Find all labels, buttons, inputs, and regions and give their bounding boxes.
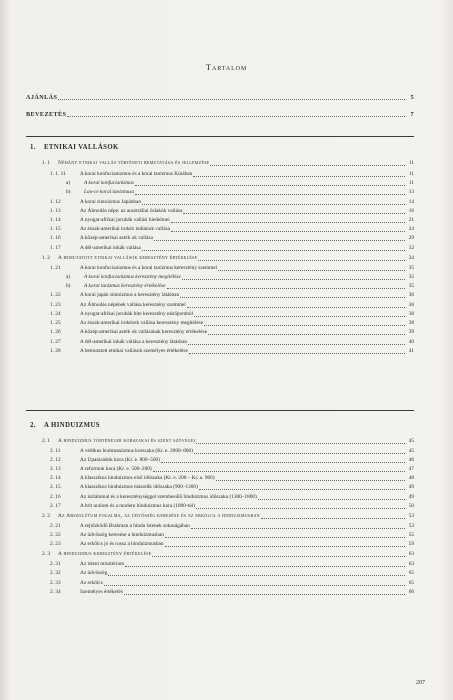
- entry-title: A brit uralom és a modern hinduizmus kora (1800-tól): [80, 503, 196, 509]
- toc-entry: [50, 329, 414, 336]
- toc-entry: [50, 494, 414, 501]
- entry-title: Lao-ce korai taoizmusa: [84, 189, 135, 195]
- entry-number: 2. 2: [42, 513, 50, 519]
- toc-entry: [50, 235, 414, 242]
- entry-page: 66: [408, 589, 414, 595]
- toc-entry: [30, 422, 414, 429]
- entry-page: 45: [408, 448, 414, 454]
- entry-page: 63: [408, 551, 414, 557]
- toc-entry: [66, 283, 414, 290]
- entry-number: 2. 12: [50, 457, 61, 463]
- entry-number: 2. 16: [50, 494, 61, 500]
- entry-title: Az Álmodás népe: az ausztráliai őslakók vallása: [80, 208, 183, 214]
- entry-page: 38: [408, 320, 414, 326]
- entry-title: Az Upanisádok kora (Kr. e. 800–500): [80, 457, 160, 463]
- entry-title: A klasszikus hinduizmus második időszaka (900–1300): [80, 484, 198, 490]
- entry-title: Az üdvösség keresése a hinduizmusban: [80, 532, 164, 538]
- entry-page: 29: [408, 235, 414, 241]
- toc-entry: [50, 541, 414, 548]
- dot-leader: [104, 581, 405, 586]
- dot-leader: [171, 227, 405, 232]
- toc-entry: [26, 94, 414, 101]
- entry-title: Az erkölcs: [80, 580, 103, 586]
- entry-number: 1. 14: [50, 217, 61, 223]
- dot-leader: [199, 485, 405, 490]
- entry-page: 36: [408, 292, 414, 298]
- entry-number: 1. 24: [50, 311, 61, 317]
- entry-title: ETNIKAI VALLÁSOK: [44, 144, 119, 151]
- toc-entry: [50, 532, 414, 539]
- toc-entry: [42, 438, 414, 445]
- dot-leader: [216, 476, 405, 481]
- toc-entry: [50, 466, 414, 473]
- toc-entry: [50, 265, 414, 272]
- entry-title: A rejtőzködő Brahman a hindu istenek sokaságában: [80, 523, 190, 529]
- entry-number: 2. 23: [50, 541, 61, 547]
- dot-leader: [196, 504, 405, 509]
- entry-title: Az isteni misztérium: [80, 561, 125, 567]
- entry-page: 21: [408, 217, 414, 223]
- toc-entry: [50, 561, 414, 568]
- entry-page: 35: [408, 265, 414, 271]
- toc-entry: [50, 580, 414, 587]
- entry-title: A bemutatott etnikai vallások keresztény értékelése: [58, 255, 198, 261]
- dot-leader: [208, 330, 405, 335]
- entry-title: A nyugat-afrikai jorubák hite keresztény nézőpontból: [80, 311, 194, 317]
- entry-number: 1. 27: [50, 339, 61, 345]
- entry-number: 2. 33: [50, 580, 61, 586]
- dot-leader: [124, 590, 405, 595]
- toc-entry: [50, 199, 414, 206]
- entry-page: 41: [408, 348, 414, 354]
- entry-title: Néhány etnikai vallás történeti bemutatása és jellemzése: [58, 160, 210, 166]
- entry-number: b): [66, 283, 71, 289]
- entry-page: 48: [408, 475, 414, 481]
- entry-number: 1. 16: [50, 235, 61, 241]
- entry-title: A hinduizmus keresztény értékelése: [58, 551, 152, 557]
- entry-title: A korai sintoizmus Japánban: [80, 199, 142, 205]
- toc-entry: [50, 217, 414, 224]
- entry-number: 1. 23: [50, 302, 61, 308]
- entry-page: 34: [408, 255, 414, 261]
- entry-title: A HINDUIZMUS: [44, 422, 100, 429]
- entry-number: 1. 15: [50, 226, 61, 232]
- dot-leader: [189, 349, 405, 354]
- toc-entry: [50, 448, 414, 455]
- entry-title: A korai konfucianizmus és a korai taoizmus keresztény szemmel: [80, 265, 218, 271]
- entry-number: 2. 11: [50, 448, 61, 454]
- entry-title: A dél-amerikai inkák vallása a keresztény látásban: [80, 339, 188, 345]
- entry-number: 1. 12: [50, 199, 61, 205]
- dot-leader: [58, 95, 405, 100]
- entry-title: A korai konfucianizmus: [84, 180, 134, 186]
- toc-entry: [42, 160, 414, 167]
- entry-page: 55: [408, 532, 414, 538]
- toc-entry: [50, 523, 414, 530]
- entry-page: 45: [408, 438, 414, 444]
- dot-leader: [152, 552, 405, 557]
- entry-page: 11: [408, 180, 414, 186]
- entry-number: 1. 22: [50, 292, 61, 298]
- entry-number: 1. 2: [42, 255, 50, 261]
- dot-leader: [261, 514, 405, 519]
- dot-leader: [161, 458, 405, 463]
- entry-title: A közép-amerikai azték ok vallása: [80, 235, 153, 241]
- entry-number: 2.: [30, 422, 36, 429]
- toc-entry: [50, 484, 414, 491]
- dot-leader: [135, 181, 405, 186]
- entry-page: 16: [408, 208, 414, 214]
- entry-page: 47: [408, 466, 414, 472]
- entry-number: 2. 32: [50, 570, 61, 576]
- dot-leader: [167, 284, 406, 289]
- entry-number: 2. 34: [50, 589, 61, 595]
- entry-title: A dél-amerikai inkák vallása: [80, 245, 141, 251]
- toc-entry: [26, 111, 414, 118]
- entry-number: 1. 25: [50, 320, 61, 326]
- entry-title: Az üdvösség: [80, 570, 108, 576]
- entry-page: 38: [408, 311, 414, 317]
- entry-page: 24: [408, 226, 414, 232]
- dot-leader: [171, 218, 405, 223]
- section-rule: [26, 410, 414, 411]
- entry-title: A korai konfucianizmus keresztény megítélése: [84, 274, 181, 280]
- entry-number: a): [66, 274, 71, 280]
- entry-title: A védikus brahmanizmus korszaka (Kr. e. 2000–800): [80, 448, 193, 454]
- entry-page: 65: [408, 570, 414, 576]
- entry-page: 40: [408, 339, 414, 345]
- dot-leader: [108, 571, 405, 576]
- entry-number: 1. 1. 11: [50, 171, 66, 177]
- entry-page: 14: [408, 199, 414, 205]
- toc-entry: [50, 589, 414, 596]
- dot-leader: [218, 266, 405, 271]
- entry-number: 1.: [30, 144, 36, 151]
- entry-page: 7: [410, 111, 414, 118]
- toc-entry: [50, 302, 414, 309]
- entry-title: Személyes értékelés: [80, 589, 123, 595]
- dot-leader: [183, 209, 405, 214]
- entry-page: 46: [408, 457, 414, 463]
- entry-page: 65: [408, 580, 414, 586]
- entry-page: 11: [408, 160, 414, 166]
- entry-title: Az iszlámmal és a kereszténységgel szembesülő hinduizmus időszaka (1300–1800): [80, 494, 257, 500]
- dot-leader: [187, 303, 405, 308]
- entry-number: 1. 13: [50, 208, 61, 214]
- entry-page: 53: [408, 513, 414, 519]
- entry-title: BEVEZETÉS: [26, 111, 67, 118]
- toc-entry: [50, 226, 414, 233]
- entry-page: 36: [408, 302, 414, 308]
- dot-leader: [142, 246, 405, 251]
- dot-leader: [188, 340, 405, 345]
- toc-entry: [50, 320, 414, 327]
- entry-title: A klasszikus hinduizmus első időszaka (Kr. e. 200 – Kr. u. 900): [80, 475, 215, 481]
- toc-entry: [50, 171, 414, 178]
- toc-entry: [50, 339, 414, 346]
- dot-leader: [191, 524, 405, 529]
- toc-entry: [50, 348, 414, 355]
- toc-entry: [66, 189, 414, 196]
- toc-entry: [42, 551, 414, 558]
- entry-title: A közép-amerikai azték ok vallásának keresztény értékelése: [80, 329, 208, 335]
- dot-leader: [193, 172, 405, 177]
- entry-number: 2. 31: [50, 561, 61, 567]
- dot-leader: [165, 533, 405, 538]
- entry-number: 1. 21: [50, 265, 61, 271]
- dot-leader: [125, 562, 405, 567]
- dot-leader: [142, 200, 405, 205]
- dot-leader: [180, 293, 405, 298]
- toc-entry: [42, 513, 414, 520]
- entry-title: A hinduizmus történelmi korszakai és szent szövegei: [58, 438, 196, 444]
- toc-entry: [50, 457, 414, 464]
- entry-number: 2. 1: [42, 438, 50, 444]
- toc-entry: [50, 570, 414, 577]
- toc-entry: [42, 255, 414, 262]
- entry-number: 2. 3: [42, 551, 50, 557]
- entry-number: b): [66, 189, 71, 195]
- entry-title: Az Álmodás népének vallása keresztény szemmel: [80, 302, 186, 308]
- dot-leader: [182, 275, 405, 280]
- entry-title: Az észak-amerikai irokéz indiánok vallása: [80, 226, 171, 232]
- dot-leader: [194, 312, 405, 317]
- entry-number: 1. 26: [50, 329, 61, 335]
- entry-page: 32: [408, 245, 414, 251]
- entry-title: A korai taoizmus keresztény értékelése: [84, 283, 166, 289]
- entry-number: 1. 17: [50, 245, 61, 251]
- dot-leader: [198, 256, 405, 261]
- toc-title: Tartalom: [205, 62, 248, 72]
- page-number: 207: [416, 680, 425, 686]
- dot-leader: [204, 321, 405, 326]
- entry-title: A korai konfucianizmus és a korai taoizmus Kínában: [80, 171, 193, 177]
- toc-entry: [50, 292, 414, 299]
- entry-number: 2. 22: [50, 532, 61, 538]
- dot-leader: [210, 161, 405, 166]
- entry-number: a): [66, 180, 71, 186]
- entry-page: 53: [408, 523, 414, 529]
- entry-number: 2. 13: [50, 466, 61, 472]
- toc-entry: [50, 503, 414, 510]
- toc-entry: [50, 475, 414, 482]
- entry-number: 2. 17: [50, 503, 61, 509]
- entry-page: 35: [408, 283, 414, 289]
- entry-page: 11: [408, 171, 414, 177]
- dot-leader: [194, 449, 405, 454]
- entry-title: Az észak-amerikai irokézek vallása keresztény megítélése: [80, 320, 204, 326]
- toc-entry: [66, 180, 414, 187]
- dot-leader: [153, 467, 405, 472]
- entry-page: 50: [408, 503, 414, 509]
- entry-page: 5: [410, 94, 414, 101]
- toc-entry: [66, 274, 414, 281]
- entry-page: 49: [408, 494, 414, 500]
- entry-page: 49: [408, 484, 414, 490]
- entry-page: 13: [408, 189, 414, 195]
- toc-entry: [50, 311, 414, 318]
- dot-leader: [67, 112, 405, 117]
- dot-leader: [196, 439, 405, 444]
- toc-entry: [30, 144, 414, 151]
- dot-leader: [154, 236, 405, 241]
- dot-leader: [165, 542, 405, 547]
- entry-number: 2. 14: [50, 475, 61, 481]
- entry-page: 59: [408, 541, 414, 547]
- entry-title: AJÁNLÁS: [26, 94, 58, 101]
- entry-number: 1. 28: [50, 348, 61, 354]
- toc-entry: [50, 245, 414, 252]
- entry-title: A korai japán sintoizmus a keresztény látásban: [80, 292, 180, 298]
- entry-number: 2. 15: [50, 484, 61, 490]
- section-rule: [26, 136, 414, 137]
- entry-title: Az erkölcs jó és rossz a hinduizmusban: [80, 541, 164, 547]
- dot-leader: [135, 190, 405, 195]
- dot-leader: [258, 495, 405, 500]
- entry-number: 1. 1: [42, 160, 50, 166]
- entry-page: 63: [408, 561, 414, 567]
- entry-title: Az Abszolútum fogalma, az üdvösség keresése és az erkölcs a hinduizmusban: [58, 513, 260, 519]
- entry-title: A bemutatott etnikai vallások személyes értékelése: [80, 348, 188, 354]
- entry-page: 39: [408, 329, 414, 335]
- toc-entry: [50, 208, 414, 215]
- entry-title: A reformok kora (Kr. e. 500–200): [80, 466, 152, 472]
- entry-page: 35: [408, 274, 414, 280]
- entry-number: 2. 21: [50, 523, 61, 529]
- entry-title: A nyugat-afrikai jorubák vallási hiedelmei: [80, 217, 170, 223]
